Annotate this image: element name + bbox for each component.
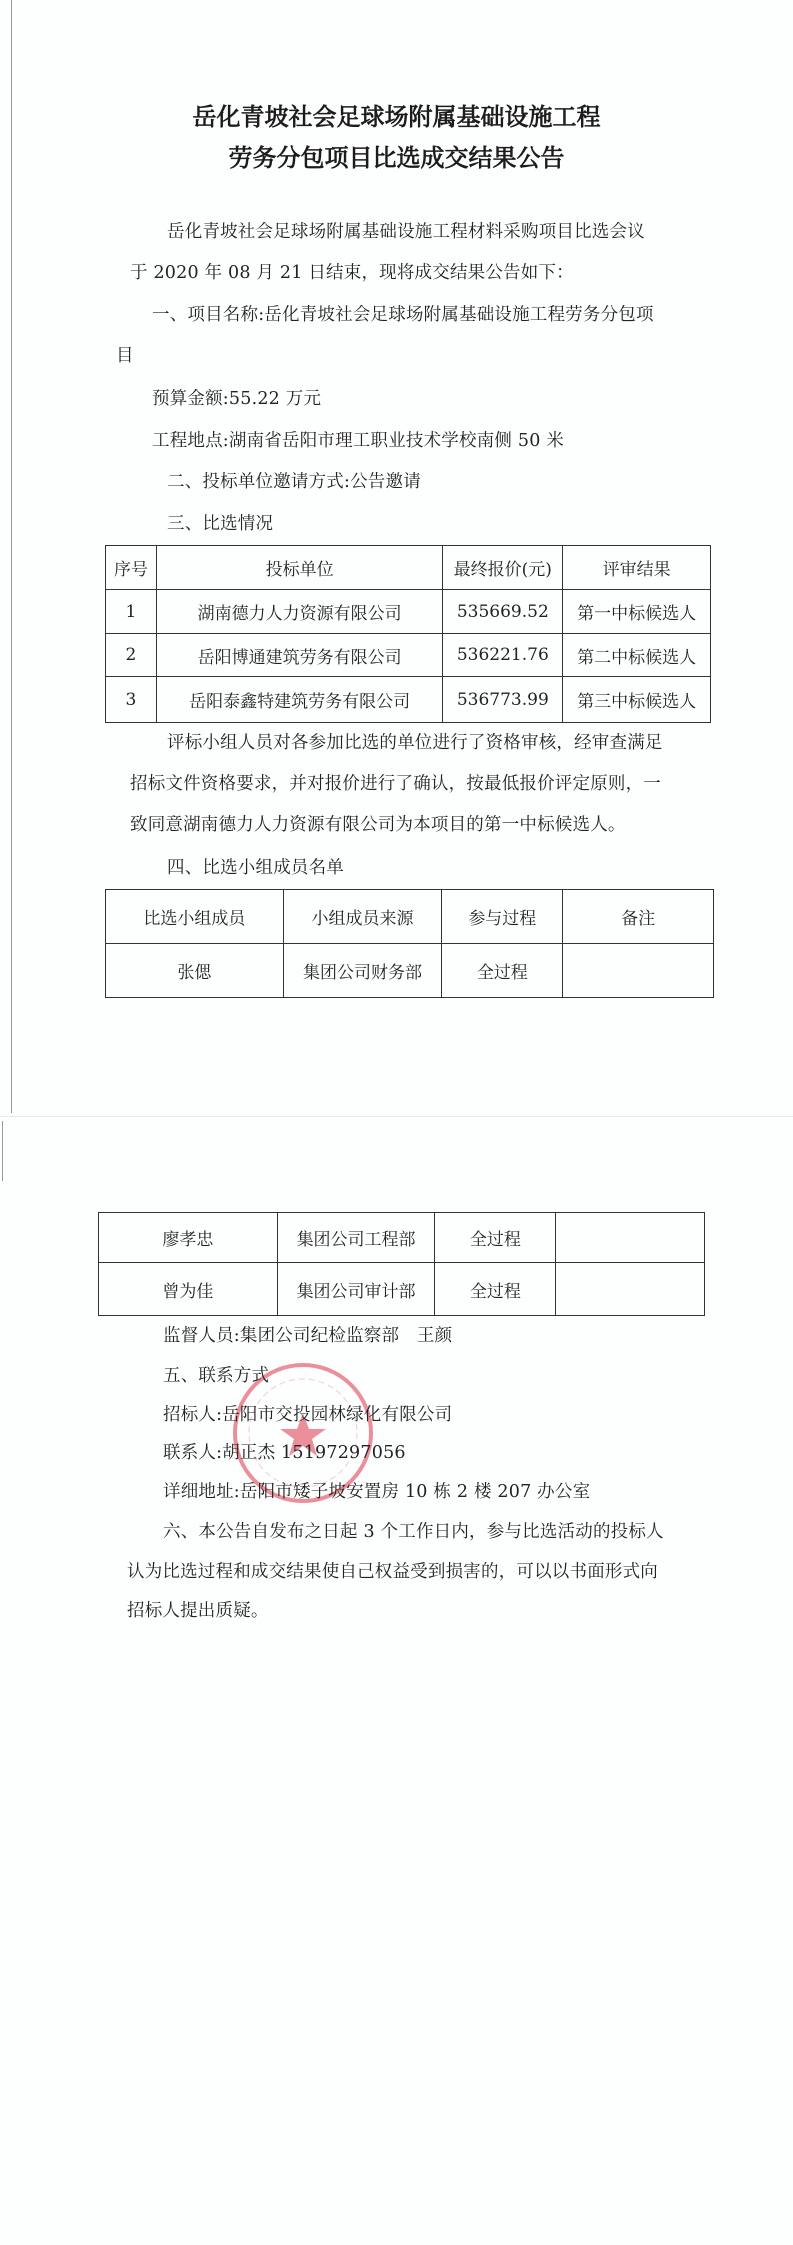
supervisor: 监督人员:集团公司纪检监察部 王颜 bbox=[163, 1326, 453, 1346]
header-cell: 评审结果 bbox=[563, 546, 711, 590]
table-row bbox=[99, 1213, 705, 1263]
table-row bbox=[99, 1263, 705, 1316]
cell-bidder: 湖南德力人力资源有限公司 bbox=[156, 590, 442, 634]
cell-price: 535669.52 bbox=[443, 590, 563, 634]
cell-bidder: 岳阳泰鑫特建筑劳务有限公司 bbox=[156, 677, 442, 723]
cell-price: 536221.76 bbox=[443, 634, 563, 677]
intro-line-1: 岳化青坡社会足球场附属基础设施工程材料采购项目比选会议 bbox=[167, 222, 645, 242]
contact-person: 联系人:胡正杰 15197297056 bbox=[163, 1443, 406, 1463]
evaluation-line-1: 评标小组人员对各参加比选的单位进行了资格审核，经审查满足 bbox=[167, 733, 663, 753]
title-line-1: 岳化青坡社会足球场附属基础设施工程 bbox=[192, 103, 601, 131]
address: 详细地址:岳阳市矮子坡安置房 10 栋 2 楼 207 办公室 bbox=[163, 1482, 591, 1502]
invitation-method: 二、投标单位邀请方式:公告邀请 bbox=[167, 472, 421, 492]
section-5-heading: 五、联系方式 bbox=[163, 1366, 270, 1386]
cell-member: 张偲 bbox=[106, 944, 284, 998]
cell-note bbox=[556, 1263, 705, 1316]
cell-source: 集团公司审计部 bbox=[277, 1263, 435, 1316]
table-row bbox=[106, 944, 714, 998]
cell-process: 全过程 bbox=[435, 1213, 556, 1263]
header-cell: 备注 bbox=[563, 890, 714, 944]
scan-edge bbox=[2, 1121, 3, 1181]
intro-line-2: 于 2020 年 08 月 21 日结束，现将成交结果公告如下： bbox=[130, 263, 574, 283]
budget: 预算金额:55.22 万元 bbox=[152, 389, 322, 409]
section-6-line-2: 认为比选过程和成交结果使自己权益受到损害的，可以以书面形式向 bbox=[127, 1562, 658, 1582]
cell-source: 集团公司工程部 bbox=[277, 1213, 435, 1263]
cell-index: 3 bbox=[106, 677, 157, 723]
cell-member: 廖孝忠 bbox=[99, 1213, 278, 1263]
cell-bidder: 岳阳博通建筑劳务有限公司 bbox=[156, 634, 442, 677]
evaluation-line-2: 招标文件资格要求，并对报价进行了确认，按最低报价评定原则，一 bbox=[130, 774, 661, 794]
table-header-row bbox=[106, 546, 711, 590]
member-table-continued bbox=[98, 1212, 705, 1316]
member-table bbox=[105, 889, 714, 998]
header-cell: 参与过程 bbox=[442, 890, 563, 944]
table-row bbox=[106, 634, 711, 677]
cell-process: 全过程 bbox=[435, 1263, 556, 1316]
header-cell: 比选小组成员 bbox=[106, 890, 284, 944]
title-line-2: 劳务分包项目比选成交结果公告 bbox=[228, 144, 565, 172]
header-cell: 投标单位 bbox=[156, 546, 442, 590]
tenderer: 招标人:岳阳市交投园林绿化有限公司 bbox=[163, 1405, 453, 1425]
cell-result: 第三中标候选人 bbox=[563, 677, 711, 723]
table-header-row bbox=[106, 890, 714, 944]
cell-source: 集团公司财务部 bbox=[283, 944, 442, 998]
cell-result: 第一中标候选人 bbox=[563, 590, 711, 634]
cell-note bbox=[556, 1213, 705, 1263]
cell-member: 曾为佳 bbox=[99, 1263, 278, 1316]
section-4-heading: 四、比选小组成员名单 bbox=[167, 858, 344, 878]
section-6-line-1: 六、本公告自发布之日起 3 个工作日内，参与比选活动的投标人 bbox=[163, 1522, 664, 1542]
header-cell: 小组成员来源 bbox=[283, 890, 442, 944]
bid-table bbox=[105, 545, 711, 723]
cell-index: 2 bbox=[106, 634, 157, 677]
section-6-line-3: 招标人提出质疑。 bbox=[127, 1601, 269, 1621]
header-cell: 序号 bbox=[106, 546, 157, 590]
location: 工程地点:湖南省岳阳市理工职业技术学校南侧 50 米 bbox=[152, 431, 564, 451]
table-row bbox=[106, 677, 711, 723]
section-3-heading: 三、比选情况 bbox=[167, 514, 274, 534]
cell-price: 536773.99 bbox=[443, 677, 563, 723]
cell-note bbox=[563, 944, 714, 998]
cell-index: 1 bbox=[106, 590, 157, 634]
project-name-line-2: 目 bbox=[116, 346, 134, 366]
cell-process: 全过程 bbox=[442, 944, 563, 998]
project-name-line-1: 一、项目名称:岳化青坡社会足球场附属基础设施工程劳务分包项 bbox=[152, 305, 654, 325]
cell-result: 第二中标候选人 bbox=[563, 634, 711, 677]
table-row bbox=[106, 590, 711, 634]
evaluation-line-3: 致同意湖南德力人力资源有限公司为本项目的第一中标候选人。 bbox=[130, 815, 626, 835]
header-cell: 最终报价(元) bbox=[443, 546, 563, 590]
